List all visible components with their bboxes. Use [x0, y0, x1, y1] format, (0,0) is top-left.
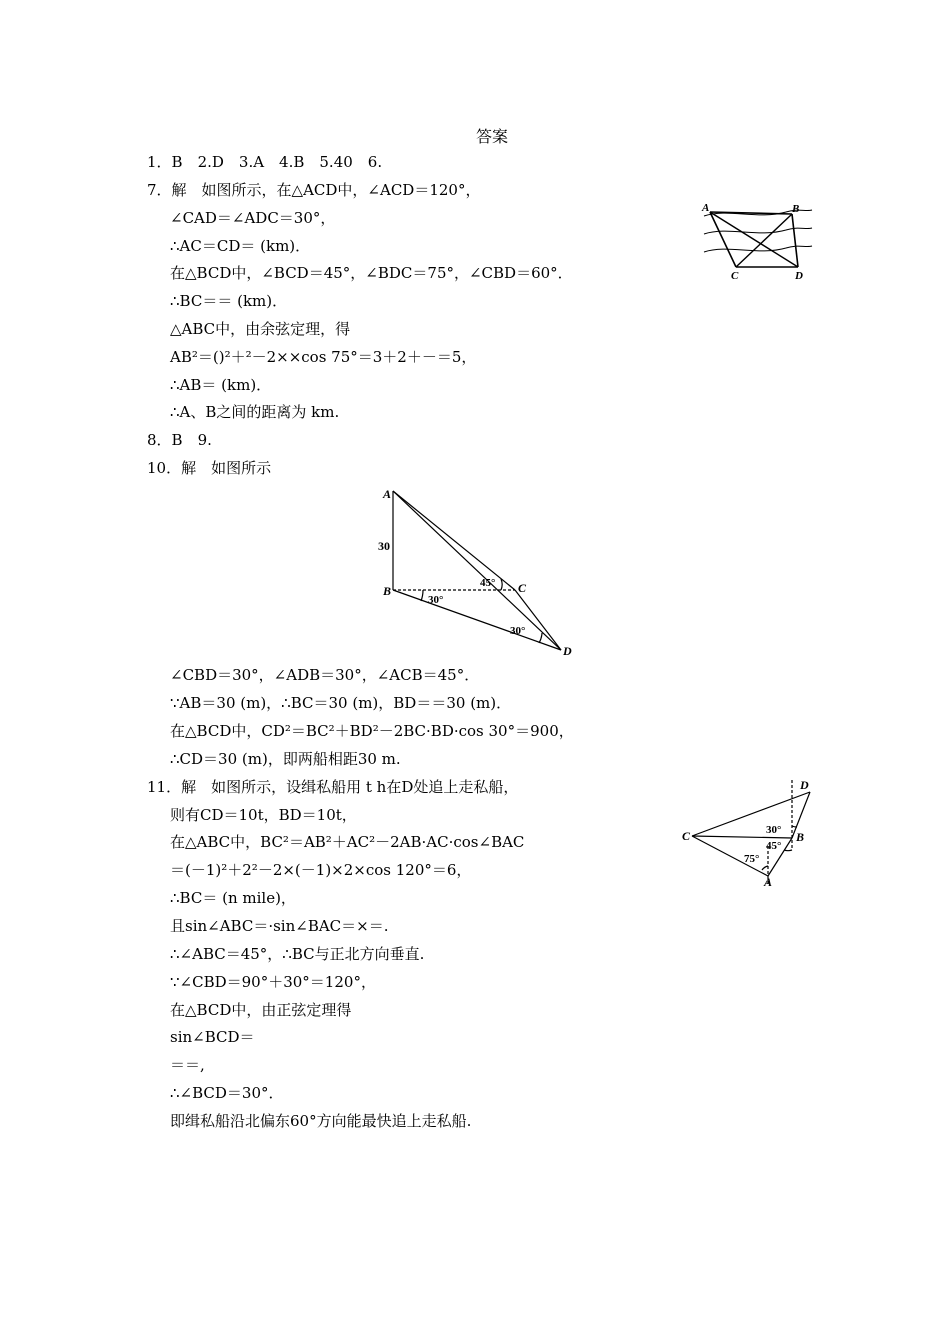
answer-11-line-7: ∴∠ABC＝45°，∴BC与正北方向垂直. [170, 945, 425, 963]
figure-two-ships [372, 483, 582, 661]
segment-cb [692, 836, 792, 838]
answer-11-line-9: 在△BCD中，由正弦定理得 [170, 1001, 352, 1019]
answer-10-line-4: 在△BCD中，CD²＝BC²＋BD²－2BC·BD·cos 30°＝900， [170, 722, 574, 740]
angle-arc-c [501, 579, 502, 590]
label-angle-a: 75° [744, 853, 760, 865]
answer-7-line-4: 在△BCD中，∠BCD＝45°，∠BDC＝75°，∠CBD＝60°． [170, 264, 573, 282]
segment-bc [736, 214, 792, 267]
label-c: C [731, 270, 739, 282]
answer-7-line-1: 7．解 如图所示，在△ACD中，∠ACD＝120°， [147, 181, 481, 199]
answer-7-line-6: △ABC中，由余弦定理，得 [170, 320, 351, 338]
answer-7-line-9: ∴A、B之间的距离为 km. [170, 403, 340, 421]
answer-7-line-3: ∴AC＝CD＝ (km)． [170, 237, 311, 255]
segment-ab [710, 212, 792, 214]
label-b: B [796, 830, 805, 844]
answer-11-line-6: 且sin∠ABC＝·sin∠BAC＝×＝. [170, 917, 389, 935]
label-a: A [702, 202, 710, 214]
label-angle-d: 30° [510, 625, 526, 637]
label-angle-b-bottom: 45° [766, 840, 782, 852]
answer-11-line-12: ∴∠BCD＝30°． [170, 1084, 284, 1102]
angle-arc-d [539, 633, 542, 643]
label-d: D [795, 270, 803, 282]
answer-7-line-7: AB²＝()²＋²－2××cos 75°＝3＋2＋－＝5， [170, 348, 477, 366]
segment-ac [393, 491, 515, 590]
answer-7-line-2: ∠CAD＝∠ADC＝30°， [170, 209, 336, 227]
label-angle-c: 45° [480, 577, 496, 589]
answer-11-line-10: sin∠BCD＝ [170, 1028, 255, 1046]
answer-7-line-8: ∴AB＝ (km)． [170, 376, 272, 394]
label-angle-b-top: 30° [766, 824, 782, 836]
page-title: 答案 [475, 127, 508, 146]
label-d: D [800, 778, 809, 792]
answer-11-line-11: ＝＝, [170, 1056, 205, 1074]
answer-11-line-1: 11．解 如图所示，设缉私船用 t h在D处追上走私船， [147, 778, 519, 796]
label-ab-length: 30 [378, 539, 390, 553]
segment-bd [393, 590, 561, 650]
label-d: D [563, 644, 572, 658]
angle-arc-b [421, 590, 423, 601]
answer-10-line-2: ∠CBD＝30°，∠ADB＝30°，∠ACB＝45°． [170, 666, 480, 684]
label-a: A [764, 875, 773, 888]
answer-11-line-4: ＝(－1)²＋2²－2×(－1)×2×cos 120°＝6， [170, 861, 472, 879]
answer-11-line-2: 则有CD＝10t，BD＝10t， [170, 806, 357, 824]
segment-cd [515, 590, 561, 650]
answer-8-9: 8．B 9. [147, 431, 212, 449]
answer-7-line-5: ∴BC＝＝ (km)． [170, 292, 288, 310]
angle-arc-a [762, 866, 768, 870]
answer-11-line-8: ∵∠CBD＝90°＋30°＝120°， [170, 973, 376, 991]
figure-river-abcd [698, 198, 816, 284]
label-b: B [383, 584, 392, 598]
label-a: A [383, 487, 392, 501]
label-b: B [792, 203, 800, 215]
answer-10-line-3: ∵AB＝30 (m)，∴BC＝30 (m)，BD＝＝30 (m)． [170, 694, 512, 712]
label-angle-b: 30° [428, 594, 444, 606]
answer-line-1-6: 1．B 2.D 3.A 4.B 5.40 6. [147, 153, 383, 171]
segment-ad [393, 491, 561, 650]
segment-bd [792, 214, 798, 267]
answer-11-line-13: 即缉私船沿北偏东60°方向能最快追上走私船. [170, 1112, 472, 1130]
answer-11-line-5: ∴BC＝ (n mile)， [170, 889, 296, 907]
figure-pursuit [680, 776, 816, 888]
answer-10-line-1: 10．解 如图所示 [147, 459, 272, 477]
answer-10-line-5: ∴CD＝30 (m)，即两船相距30 m. [170, 750, 401, 768]
answer-11-line-3: 在△ABC中，BC²＝AB²＋AC²－2AB·AC·cos∠BAC [170, 833, 525, 851]
label-c: C [518, 581, 527, 595]
angle-arc-b-bottom [784, 850, 792, 851]
label-c: C [682, 829, 691, 843]
segment-cd [692, 792, 810, 836]
